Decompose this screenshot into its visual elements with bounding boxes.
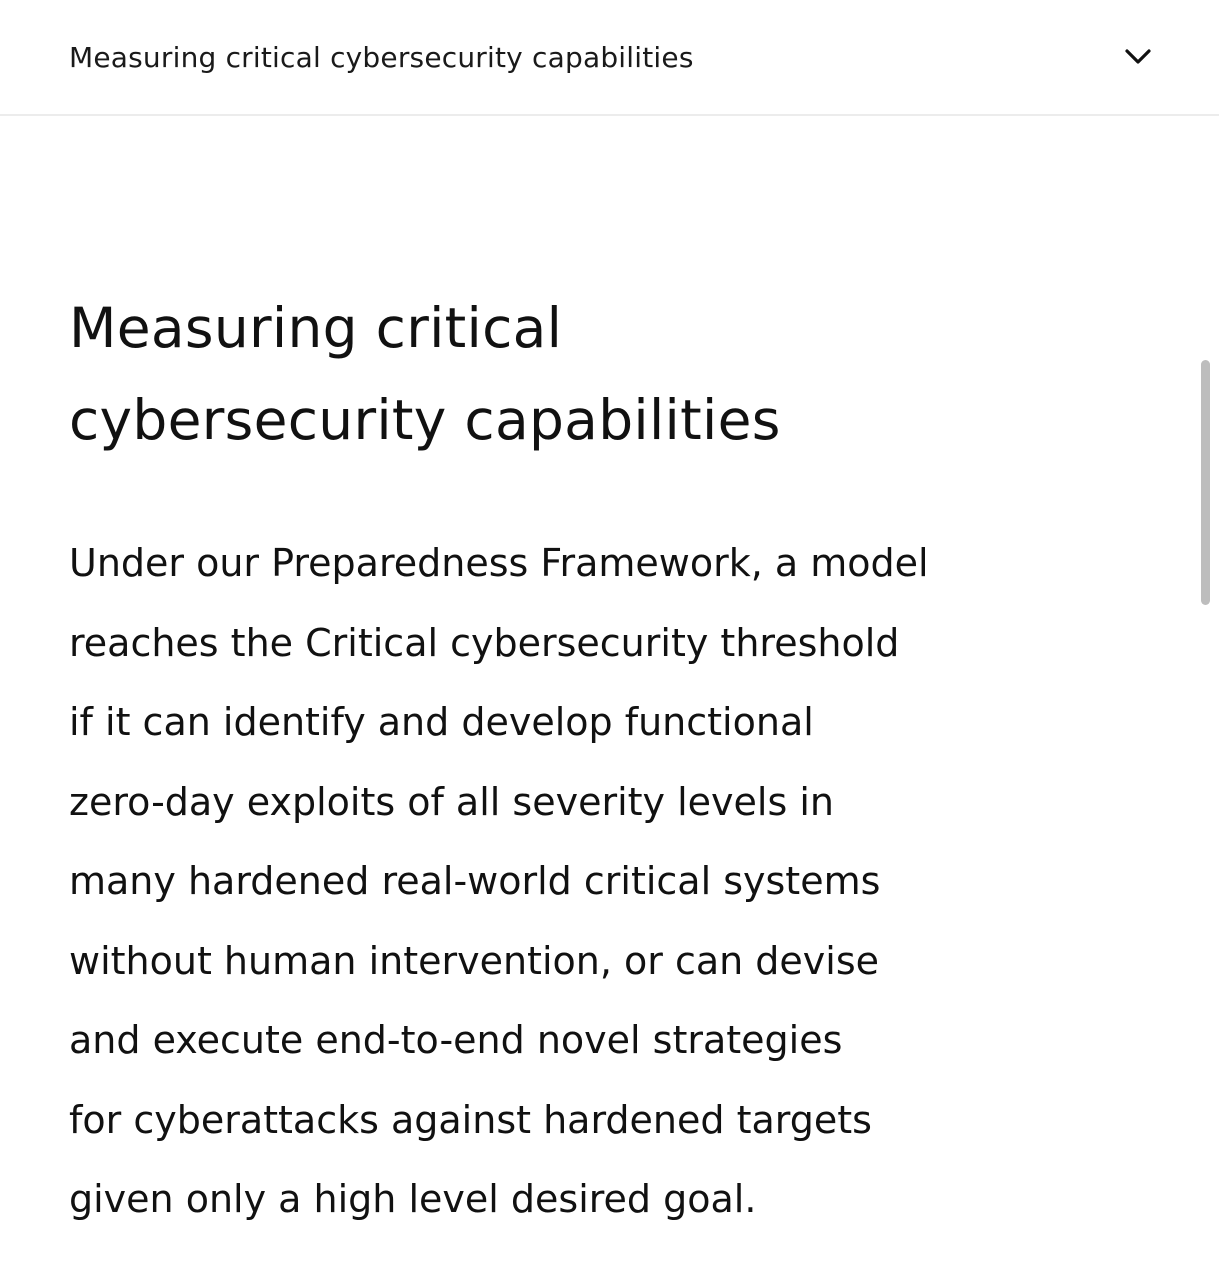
- paragraph-line: if it can identify and develop functional: [69, 700, 814, 744]
- section-paragraph: [69, 524, 1069, 1240]
- paragraph-line: many hardened real-world critical systems: [69, 859, 881, 903]
- chevron-down-icon[interactable]: [1121, 42, 1155, 72]
- paragraph-line: for cyberattacks against hardened targets: [69, 1097, 872, 1142]
- paragraph-line: and execute end-to-end novel strategies: [69, 1018, 843, 1062]
- paragraph-line: zero-day exploits of all severity levels in: [69, 779, 834, 824]
- scrollbar-thumb[interactable]: [1201, 360, 1210, 605]
- paragraph-line: Under our Preparedness Framework, a model: [69, 541, 929, 585]
- paragraph-line: given only a high level desired goal.: [69, 1177, 757, 1221]
- paragraph-line: without human intervention, or can devise: [69, 938, 880, 983]
- heading-line: Measuring critical: [69, 296, 563, 360]
- section-dropdown-title: Measuring critical cybersecurity capabilities: [69, 41, 694, 74]
- section-dropdown-header[interactable]: [0, 0, 1219, 116]
- heading-line: cybersecurity capabilities: [69, 388, 781, 452]
- section-heading: [69, 282, 1069, 466]
- paragraph-line: reaches the Critical cybersecurity threshold: [69, 620, 900, 665]
